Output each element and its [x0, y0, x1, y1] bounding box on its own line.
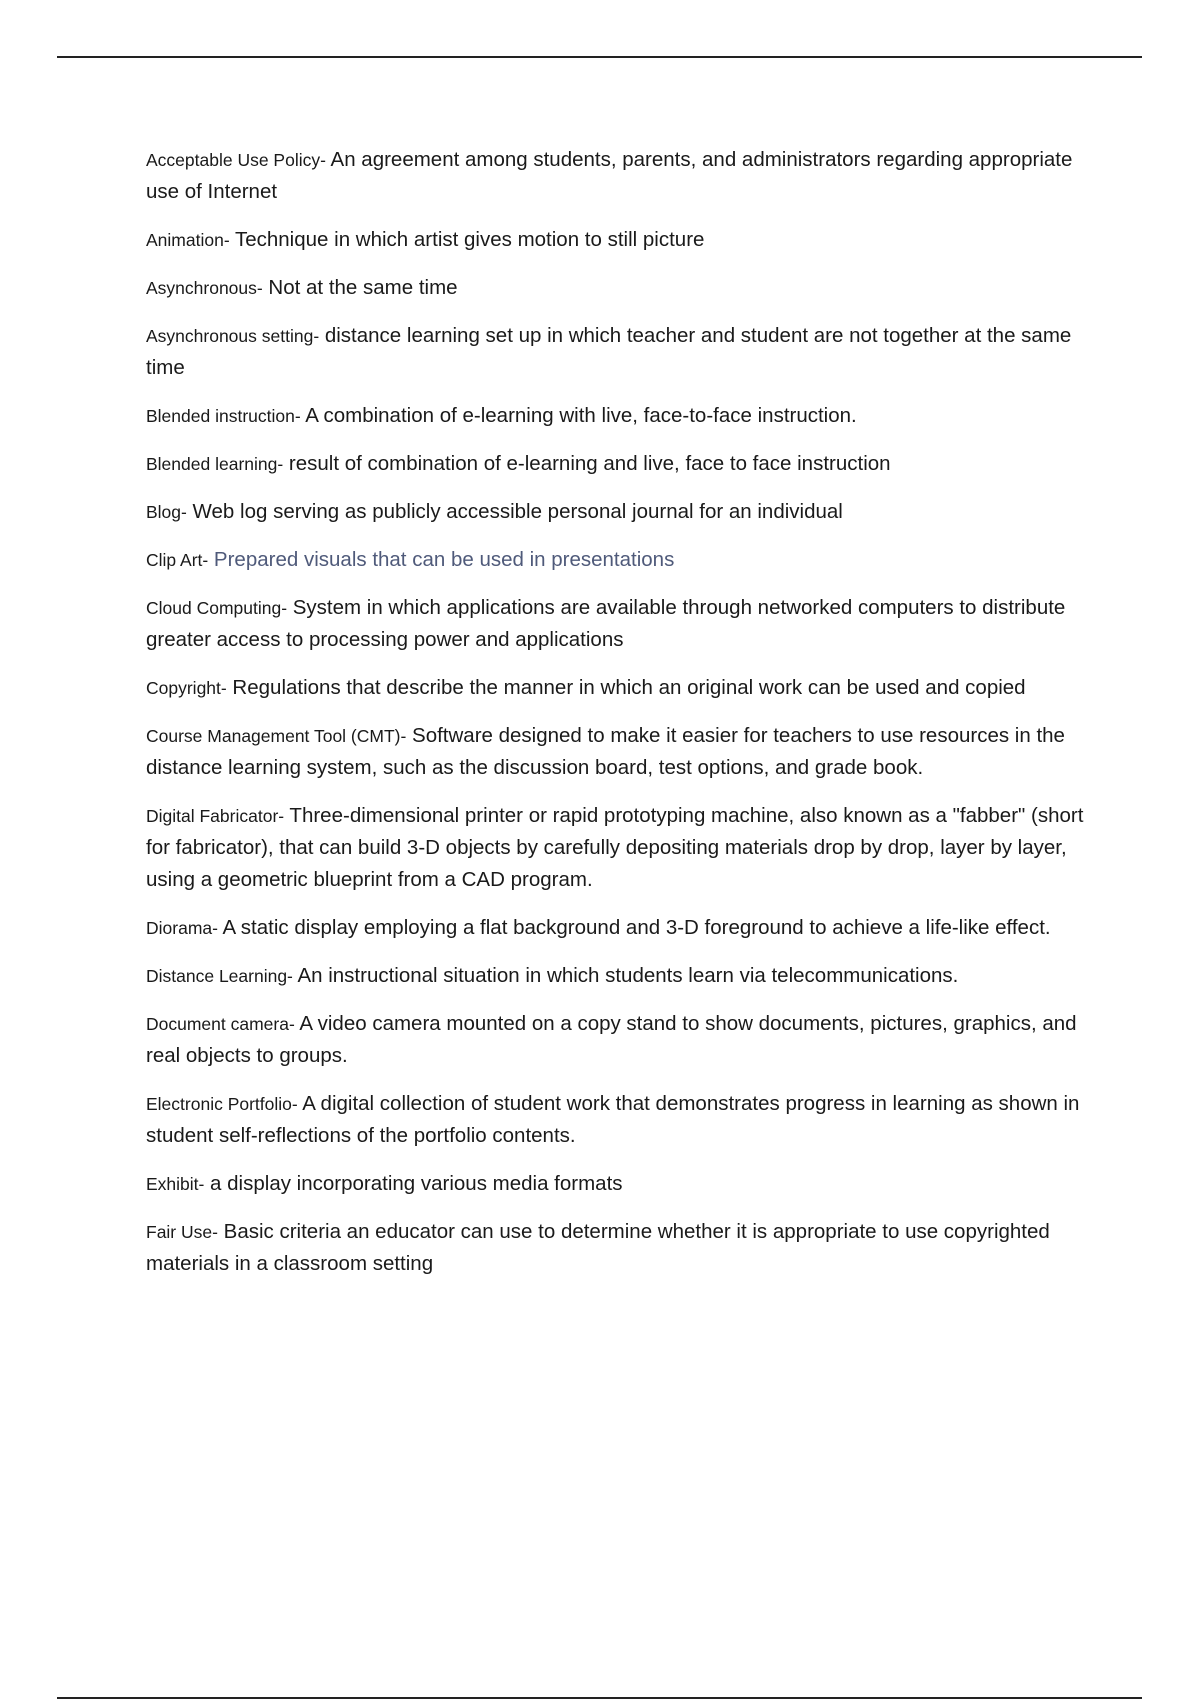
glossary-term: Blended learning-: [146, 454, 284, 474]
glossary-entry: [146, 544, 1101, 576]
glossary-term: Diorama-: [146, 918, 218, 938]
glossary-definition: Basic criteria an educator can use to determine whether it is appropriate to use copyrighted materials in a classroom setting: [146, 1220, 1050, 1275]
glossary-term: Clip Art-: [146, 550, 209, 570]
glossary-term: Distance Learning-: [146, 966, 293, 986]
glossary-entry: [146, 1216, 1101, 1280]
glossary-definition: System in which applications are available through networked computers to distribute greater access to processing power and applications: [146, 596, 1066, 651]
glossary-entry: [146, 592, 1101, 656]
glossary-entry: [146, 496, 1101, 528]
glossary-entry: [146, 144, 1101, 208]
glossary-definition: An instructional situation in which students learn via telecommunications.: [292, 964, 959, 987]
glossary-definition: A video camera mounted on a copy stand to show documents, pictures, graphics, and real objects to groups.: [146, 1012, 1077, 1067]
glossary-term: Animation-: [146, 230, 230, 250]
glossary-definition: A digital collection of student work that demonstrates progress in learning as shown in student self-reflections of the portfolio contents.: [146, 1092, 1080, 1147]
glossary-entry: [146, 400, 1101, 432]
glossary-entry: [146, 448, 1101, 480]
glossary-definition: A combination of e-learning with live, face-to-face instruction.: [300, 404, 857, 427]
glossary-term: Copyright-: [146, 678, 227, 698]
glossary-definition: Prepared visuals that can be used in presentations: [208, 548, 675, 571]
glossary-entry: [146, 272, 1101, 304]
glossary-term: Digital Fabricator-: [146, 806, 285, 826]
glossary-entry: [146, 720, 1101, 784]
glossary-term: Asynchronous setting-: [146, 326, 320, 346]
glossary-entry: [146, 1168, 1101, 1200]
glossary-entry: [146, 912, 1101, 944]
glossary-entry: [146, 800, 1101, 896]
glossary-definition: An agreement among students, parents, and administrators regarding appropriate use of Internet: [146, 148, 1073, 203]
glossary-term: Cloud Computing-: [146, 598, 288, 618]
glossary-definition: Regulations that describe the manner in which an original work can be used and copied: [226, 676, 1026, 699]
glossary-definition: A static display employing a flat background and 3-D foreground to achieve a life-like effect.: [217, 916, 1051, 939]
glossary-term: Blended instruction-: [146, 406, 301, 426]
glossary-entry: [146, 1008, 1101, 1072]
glossary-definition: Web log serving as publicly accessible personal journal for an individual: [186, 500, 843, 523]
glossary-term: Course Management Tool (CMT)-: [146, 726, 407, 746]
glossary-term: Exhibit-: [146, 1174, 205, 1194]
glossary-entry: [146, 1088, 1101, 1152]
glossary-definition: Three-dimensional printer or rapid prototyping machine, also known as a "fabber" (short for fabricator), that can build 3-D objects by carefully depositing materials drop by drop, layer by layer, using a geometric blueprint from a CAD program.: [146, 804, 1084, 891]
glossary-term: Acceptable Use Policy-: [146, 150, 326, 170]
glossary-entry: [146, 224, 1101, 256]
glossary-entry: [146, 672, 1101, 704]
header-rule: [57, 56, 1142, 58]
glossary-definition: distance learning set up in which teacher and student are not together at the same time: [146, 324, 1072, 379]
glossary-list: [146, 144, 1101, 1296]
footer-rule: [57, 1697, 1142, 1699]
glossary-term: Blog-: [146, 502, 187, 522]
glossary-term: Electronic Portfolio-: [146, 1094, 298, 1114]
glossary-term: Fair Use-: [146, 1222, 218, 1242]
glossary-term: Asynchronous-: [146, 278, 263, 298]
glossary-definition: Technique in which artist gives motion to still picture: [229, 228, 705, 251]
glossary-definition: Software designed to make it easier for teachers to use resources in the distance learning system, such as the discussion board, test options, and grade book.: [146, 724, 1065, 779]
glossary-entry: [146, 960, 1101, 992]
glossary-definition: a display incorporating various media formats: [204, 1172, 623, 1195]
glossary-term: Document camera-: [146, 1014, 295, 1034]
glossary-definition: Not at the same time: [262, 276, 458, 299]
glossary-entry: [146, 320, 1101, 384]
glossary-definition: result of combination of e-learning and live, face to face instruction: [283, 452, 891, 475]
